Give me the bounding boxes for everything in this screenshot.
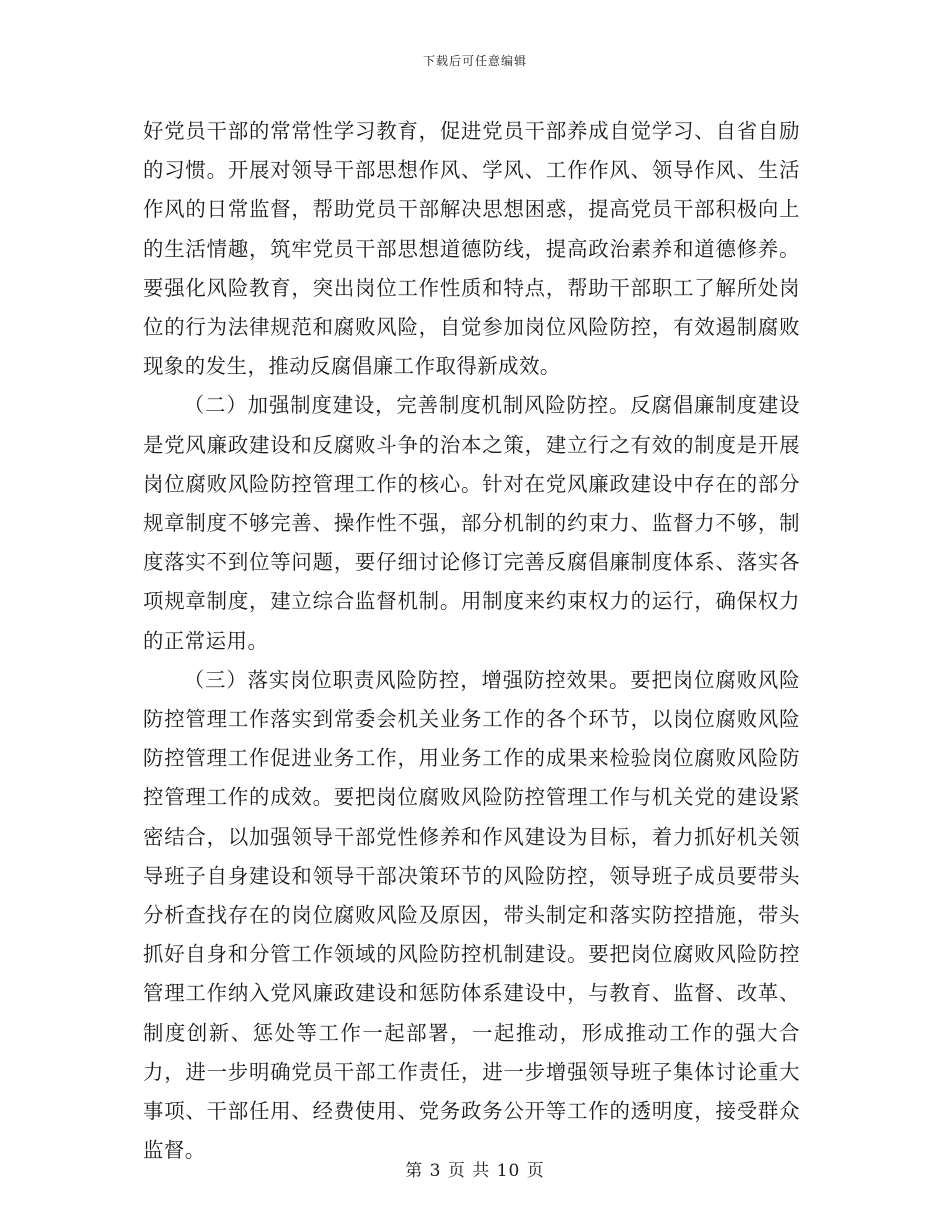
document-body — [143, 112, 800, 1170]
paragraph-section-3: （三）落实岗位职责风险防控，增强防控效果。要把岗位腐败风险防控管理工作落实到常委会机关业务工作的各个环节，以岗位腐败风险防控管理工作促进业务工作，用业务工作的成果来检验岗位腐败风险防控管理工作的成效。要把岗位腐败风险防控管理工作与机关党的建设紧密结合，以加强领导干部党性修养和作风建设为目标，着力抓好机关领导班子自身建设和领导干部决策环节的风险防控，领导班子成员要带头分析查找存在的岗位腐败风险及原因，带头制定和落实防控措施，带头抓好自身和分管工作领域的风险防控机制建设。要把岗位腐败风险防控管理工作纳入党风廉政建设和惩防体系建设中，与教育、监督、改革、制度创新、惩处等工作一起部署，一起推动，形成推动工作的强大合力，进一步明确党员干部工作责任，进一步增强领导班子集体讨论重大事项、干部任用、经费使用、党务政务公开等工作的透明度，接受群众监督。 — [143, 667, 800, 1163]
page-number: 第 3 页 共 10 页 — [405, 1161, 545, 1181]
page-header: 下载后可任意编辑 — [422, 54, 527, 68]
paragraph-continuation: 好党员干部的常常性学习教育，促进党员干部养成自觉学习、自省自励的习惯。开展对领导干部思想作风、学风、工作作风、领导作风、生活作风的日常监督，帮助党员干部解决思想困惑，提高党员干部积极向上的生活情趣，筑牢党员干部思想道德防线，提高政治素养和道德修养。要强化风险教育，突出岗位工作性质和特点，帮助干部职工了解所处岗位的行为法律规范和腐败风险，自觉参加岗位风险防控，有效遏制腐败现象的发生，推动反腐倡廉工作取得新成效。 — [143, 119, 800, 379]
paragraph-section-2: （二）加强制度建设，完善制度机制风险防控。反腐倡廉制度建设是党风廉政建设和反腐败斗争的治本之策，建立行之有效的制度是开展岗位腐败风险防控管理工作的核心。针对在党风廉政建设中存在的部分规章制度不够完善、操作性不强，部分机制的约束力、监督力不够，制度落实不到位等问题，要仔细讨论修订完善反腐倡廉制度体系、落实各项规章制度，建立综合监督机制。用制度来约束权力的运行，确保权力的正常运用。 — [143, 393, 800, 653]
